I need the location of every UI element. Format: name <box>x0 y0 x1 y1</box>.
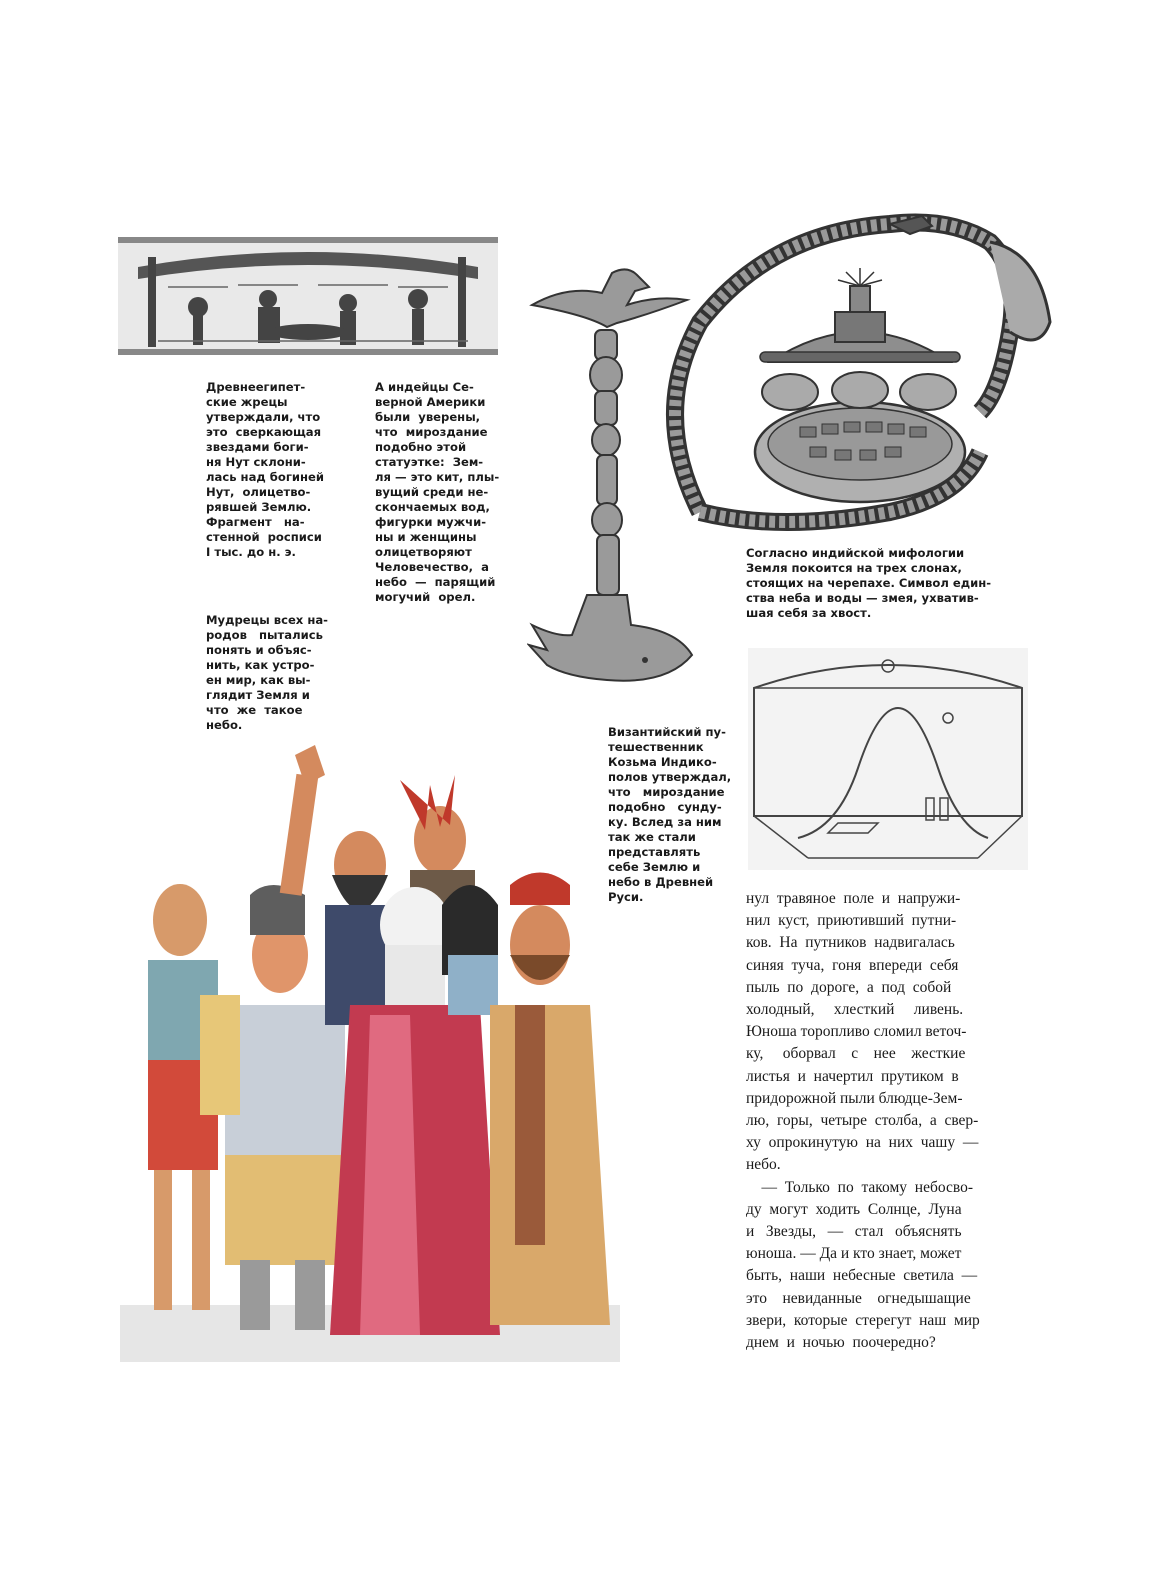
serpent-turtle-elephants-illustration <box>660 212 1060 537</box>
cosmas-chest-universe-illustration <box>748 648 1028 870</box>
caption-byzantine: Византийский пу- тешественник Козьма Индико- полов утверждал, что мироздание подобно сунду- ку. Вслед за ним так же стали представлять себе Землю и небо в Древней Руси. <box>608 725 732 904</box>
caption-egypt: Древнеегипет- ские жрецы утверждали, что это сверкающая звездами боги- ня Нут склони- лась над богиней Нут, олицетво- рявшей Землю. Фрагмент на- стенной росписи I тыс. до н. э. <box>206 380 325 559</box>
egyptian-fresco-illustration <box>118 237 498 355</box>
caption-sages: Мудрецы всех на- родов пытались понять и объяс- нить, как устро- ен мир, как вы- глядит Земля и что же такое небо. <box>206 613 328 732</box>
story-text: нул травяное поле и напружи- нил куст, приютивший путни- ков. На путников надвигалась синяя туча, гоня впереди себя пыль по дороге, а под собой холодный, хлесткий ливень. Юноша торопливо сломил веточ- ку, оборвал с нее жесткие листья и начертил прутиком в придорожной пыли блюдце-Зем- лю, горы, четыре столба, а свер- ху опрокинутую на них чашу — небо. — Только по такому небосво- ду могут ходить Солнце, Луна и Звезды, — стал объяснять юноша. — Да и кто знает, может быть, наши небесные светила — это невиданные огнедышащие звери, которые стерегут наш мир днем и ночью поочередно? <box>746 890 980 1352</box>
wise-men-group-illustration <box>120 745 620 1362</box>
caption-north-america: А индейцы Се- верной Америки были уверены, что мироздание подобно этой статуэтке: Зем- ля — это кит, плы- вущий среди не- скончаемых вод, фигурки мужчи- ны и женщины олицетворяют Человечество, а небо — парящий могучий орел. <box>375 380 500 604</box>
caption-india: Согласно индийской мифологии Земля покоится на трех слонах, стоящих на черепахе. Символ един- ства неба и воды — змея, ухватив- шая себя за хвост. <box>746 546 992 620</box>
